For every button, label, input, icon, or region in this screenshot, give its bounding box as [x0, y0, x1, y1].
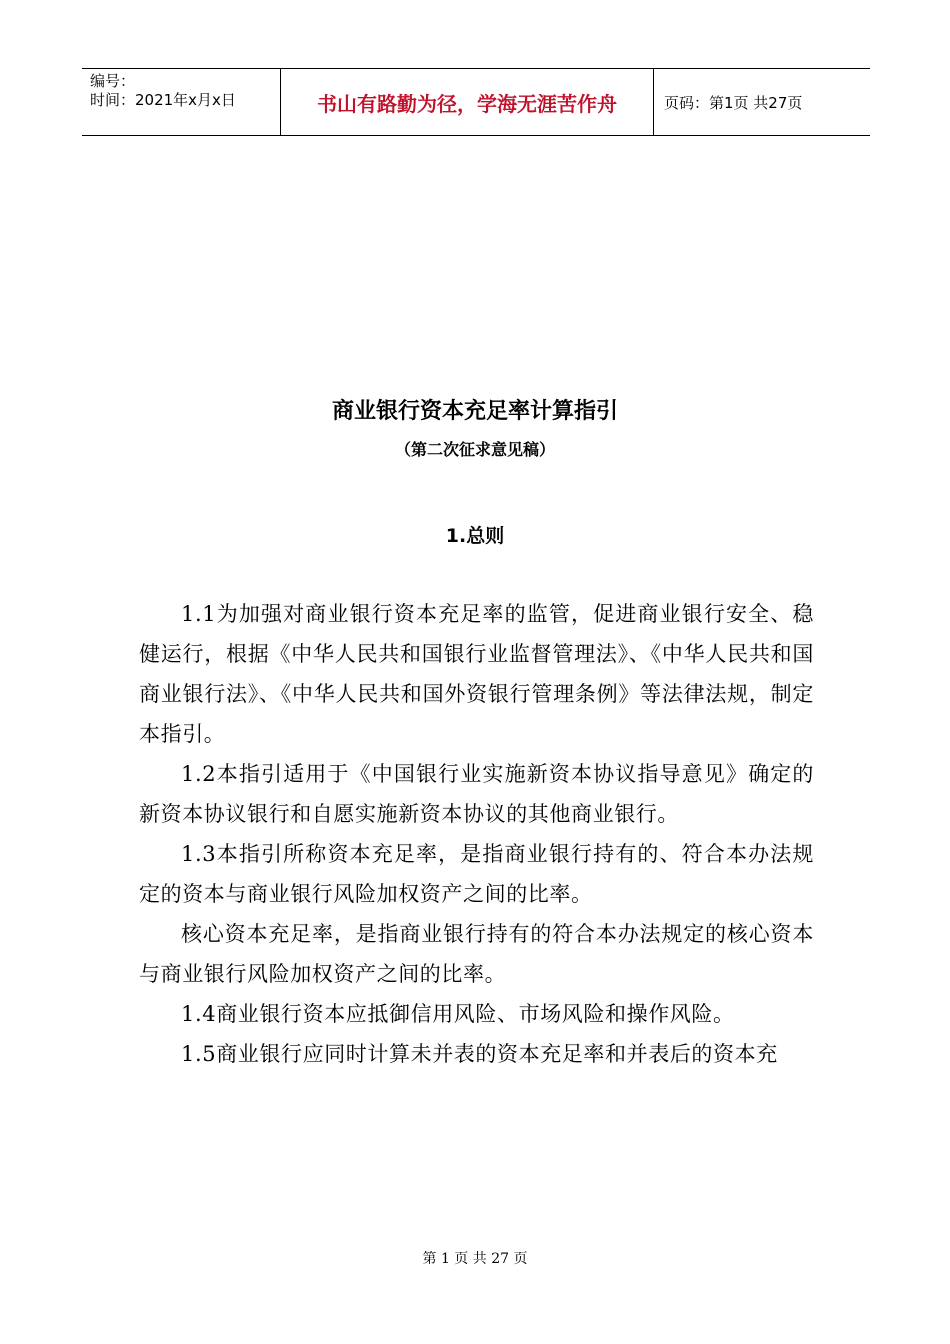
- document-title: 商业银行资本充足率计算指引: [331, 399, 618, 424]
- header-page-info: 页码：第1页 共27页: [664, 93, 803, 112]
- paragraph: 1.5商业银行应同时计算未并表的资本充足率和并表后的资本充: [181, 1042, 778, 1066]
- document-subtitle: （第二次征求意见稿）: [394, 440, 555, 459]
- document-body: [139, 594, 814, 1074]
- paragraph: 1.3本指引所称资本充足率，是指商业银行持有的、符合本办法规定的资本与商业银行风险加权资产之间的比率。: [139, 842, 814, 906]
- header-motto: 书山有路勤为径，学海无涯苦作舟: [281, 69, 654, 135]
- section-heading: 1.总则: [445, 525, 505, 547]
- paragraph: 核心资本充足率，是指商业银行持有的符合本办法规定的核心资本与商业银行风险加权资产之间的比率。: [139, 922, 814, 986]
- date-label: 时间：2021年x月x日: [90, 91, 236, 109]
- page-header: [82, 68, 870, 136]
- paragraph: 1.1为加强对商业银行资本充足率的监管，促进商业银行安全、稳健运行，根据《中华人民共和国银行业监督管理法》、《中华人民共和国商业银行法》、《中华人民共和国外资银行管理条例》等法律法规，制定本指引。: [139, 602, 814, 746]
- page-footer: 第 1 页 共 27 页: [422, 1251, 528, 1267]
- header-meta: [82, 69, 281, 135]
- serial-label: 编号：: [90, 72, 136, 90]
- paragraph: 1.2本指引适用于《中国银行业实施新资本协议指导意见》确定的新资本协议银行和自愿实施新资本协议的其他商业银行。: [139, 762, 814, 826]
- paragraph: 1.4商业银行资本应抵御信用风险、市场风险和操作风险。: [181, 1002, 735, 1026]
